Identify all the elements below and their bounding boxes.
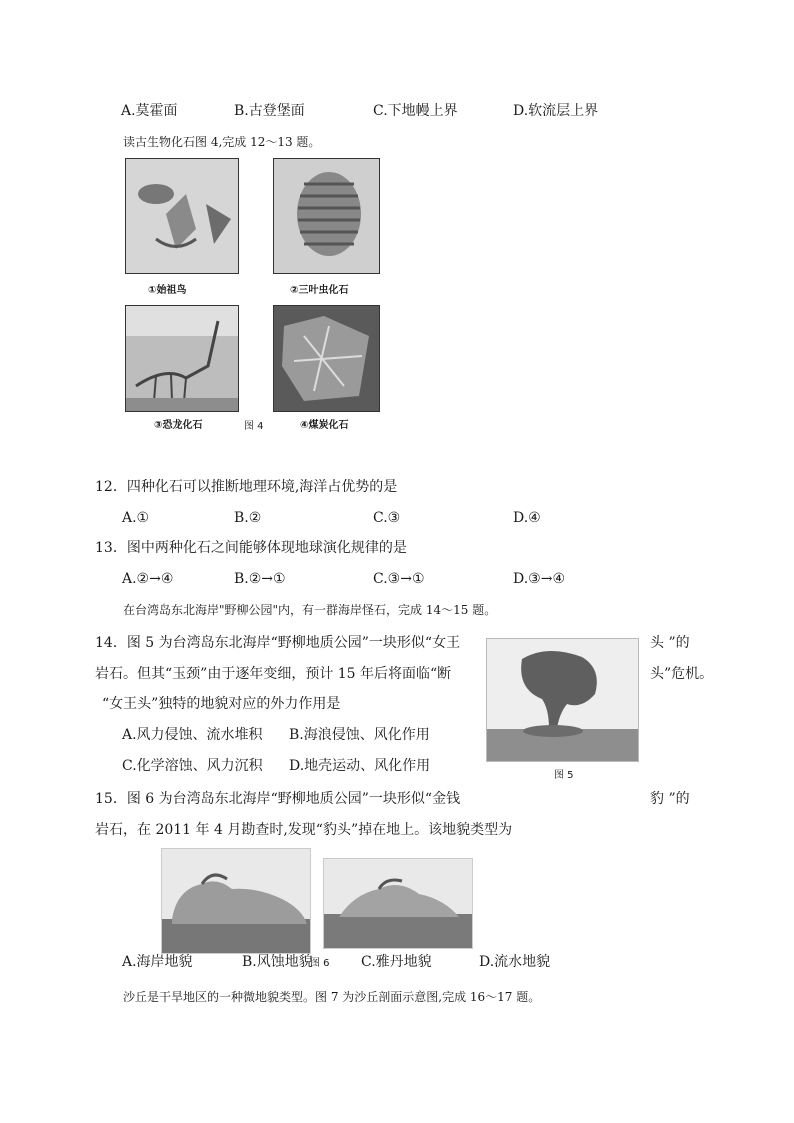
q12-option-c: C.③ xyxy=(373,510,401,526)
caption-dinosaur: ③恐龙化石 xyxy=(154,420,203,431)
q11-option-b: B.古登堡面 xyxy=(234,103,305,119)
q14-option-d: D.地壳运动、风化作用 xyxy=(289,758,431,774)
q13-stem: 13．图中两种化石之间能够体现地球演化规律的是 xyxy=(95,540,407,556)
q14-option-c: C.化学溶蚀、风力沉积 xyxy=(122,758,263,774)
archaeopteryx-photo xyxy=(125,158,239,274)
q14-option-a: A.风力侵蚀、流水堆积 xyxy=(122,727,263,743)
leopard-rock-photo-1 xyxy=(161,848,311,954)
q15-line1: 15．图 6 为台湾岛东北海岸“野柳地质公园”一块形似“金钱 xyxy=(95,791,461,807)
q11-option-a: A.莫霍面 xyxy=(121,103,178,119)
q11-option-c: C.下地幔上界 xyxy=(373,103,458,119)
fossil-intro: 读古生物化石图 4,完成 12～13 题。 xyxy=(123,135,321,149)
q15-line2: 岩石，在 2011 年 4 月勘查时,发现“豹头”掉在地上。该地貌类型为 xyxy=(95,822,513,838)
q14-line1-end: 头 ”的 xyxy=(650,635,690,651)
q13-option-c: C.③→① xyxy=(373,571,425,587)
q12-stem: 12．四种化石可以推断地理环境,海洋占优势的是 xyxy=(95,479,398,495)
q11-option-d: D.软流层上界 xyxy=(513,103,599,119)
trilobite-photo xyxy=(273,158,380,274)
q12-option-b: B.② xyxy=(234,510,262,526)
caption-trilobite: ②三叶虫化石 xyxy=(290,285,349,296)
figure-6-label: 图 6 xyxy=(310,958,330,969)
dinosaur-photo xyxy=(125,305,239,412)
yeliu-intro: 在台湾岛东北海岸"野柳公园"内，有一群海岸怪石，完成 14～15 题。 xyxy=(123,603,497,617)
q15-option-d: D.流水地貌 xyxy=(479,954,551,970)
q14-line3: “女王头”独特的地貌对应的外力作用是 xyxy=(102,696,341,712)
q12-option-d: D.④ xyxy=(513,510,541,526)
q14-line2: 岩石。但其“玉颈”由于逐年变细，预计 15 年后将面临“断 xyxy=(95,666,452,682)
queens-head-rock-photo xyxy=(486,638,639,762)
leopard-rock-photo-2 xyxy=(323,858,473,949)
q15-option-b: B.风蚀地貌 xyxy=(242,954,313,970)
q15-option-c: C.雅丹地貌 xyxy=(361,954,432,970)
figure-5-label: 图 5 xyxy=(554,770,574,781)
figure-4-label: 图 4 xyxy=(244,421,264,432)
q13-option-d: D.③→④ xyxy=(513,571,566,587)
q13-option-a: A.②→④ xyxy=(122,571,174,587)
q14-line2-end: 头”危机。 xyxy=(650,666,714,682)
q15-line1-end: 豹 ”的 xyxy=(650,791,690,807)
q14-line1: 14．图 5 为台湾岛东北海岸“野柳地质公园”一块形似“女王 xyxy=(95,635,461,651)
dune-intro: 沙丘是干旱地区的一种微地貌类型。图 7 为沙丘剖面示意图,完成 16～17 题。 xyxy=(123,990,541,1004)
q15-option-a: A.海岸地貌 xyxy=(122,954,193,970)
caption-coal: ④煤炭化石 xyxy=(300,420,349,431)
q14-option-b: B.海浪侵蚀、风化作用 xyxy=(289,727,430,743)
caption-archaeopteryx: ①始祖鸟 xyxy=(148,285,187,296)
q13-option-b: B.②→① xyxy=(234,571,286,587)
coal-fossil-photo xyxy=(273,305,380,412)
q12-option-a: A.① xyxy=(122,510,150,526)
